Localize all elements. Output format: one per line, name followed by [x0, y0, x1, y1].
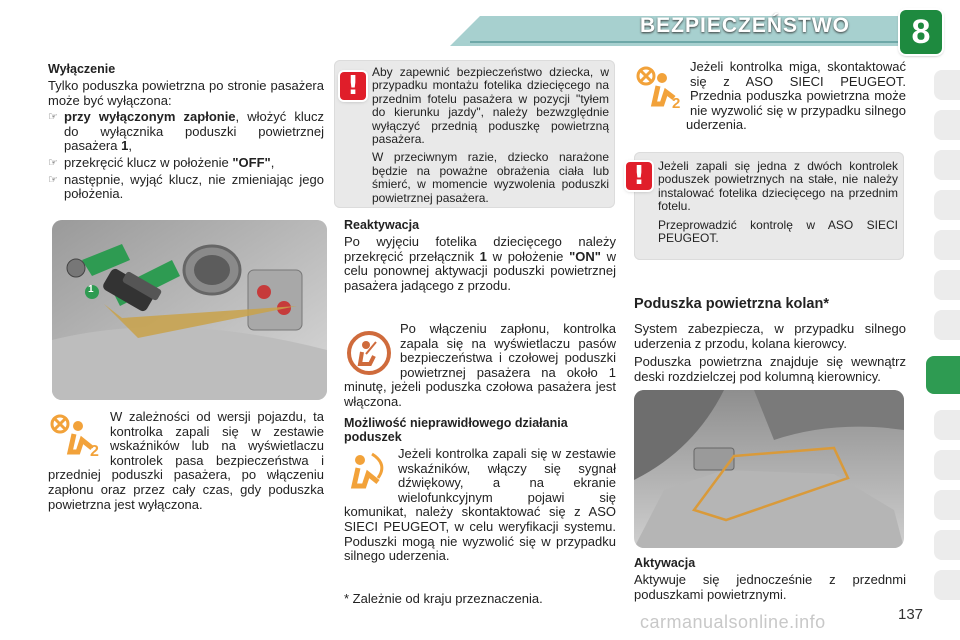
- airbag-off-icon: [634, 64, 684, 110]
- airbag-warning-box: [634, 152, 904, 260]
- activation-section: [634, 556, 906, 602]
- knee-airbag-heading: Poduszka powietrzna kolan*: [634, 296, 829, 312]
- ignition-block: [344, 322, 616, 410]
- warning-text: Jeżeli zapali się jedna z dwóch kontrolek poduszek powietrznych na stałe, nie należy instalować fotelika dziecięcego na przednim fotelu.: [658, 159, 898, 214]
- knee-airbag-illustration: [634, 390, 904, 548]
- list-item-text: przekręcić klucz w położenie: [64, 154, 233, 170]
- list-item: [48, 173, 324, 202]
- indicator-text: W zależności od wersji pojazdu, ta kontrolka zapali się w zestawie wskaźników lub na wyświetlaczu kontrolek pasa bezpieczeństwa i przedniej poduszki pasażera, po włączeniu zapłonu oraz przez cały czas, gdy poduszka powietrzna jest wyłączona.: [48, 409, 324, 512]
- malfunction-block: [344, 416, 616, 564]
- warning-icon: !: [626, 162, 652, 190]
- deactivation-heading: Wyłączenie: [48, 62, 116, 76]
- side-tab: [934, 530, 960, 560]
- ignition-text: Po włączeniu zapłonu, kontrolka zapala się na wyświetlaczu pasów bezpieczeństwa i czołowej poduszki powietrznej pasażera na około 1 minutę, jeżeli poduszka czołowa pasażera jest włączona.: [344, 321, 616, 409]
- list-item-text: następnie, wyjąć klucz, nie zmieniając jego położenia.: [64, 171, 324, 202]
- blink-text: Jeżeli kontrolka miga, skontaktować się z ASO SIECI PEUGEOT. Przednia poduszka powietrzna może nie wyzwolić się w przypadku silnego uderzenia.: [686, 59, 906, 133]
- child-seat-warning-box: [334, 60, 615, 208]
- side-tab: [934, 230, 960, 260]
- side-tab: [934, 410, 960, 440]
- page-title: BEZPIECZEŃSTWO: [640, 14, 851, 37]
- airbag-icon: [344, 328, 394, 378]
- list-item: [48, 156, 324, 171]
- deactivation-intro: Tylko poduszka powietrzna po stronie pasażera może być wyłączona:: [48, 78, 324, 108]
- side-tab: [934, 110, 960, 140]
- airbag-switch-drawing: [52, 220, 327, 400]
- airbag-switch-illustration: [52, 220, 327, 400]
- footnote: * Zależnie od kraju przeznaczenia.: [344, 591, 543, 606]
- knee-airbag-text: System zabezpiecza, w przypadku silnego uderzenia z przodu, kolana kierowcy.: [634, 321, 906, 351]
- svg-text:2: 2: [672, 95, 681, 110]
- activation-heading: Aktywacja: [634, 556, 696, 570]
- malfunction-heading: Możliwość nieprawidłowego działania poduszek: [344, 416, 568, 444]
- side-tab: [934, 570, 960, 600]
- chapter-number: 8: [911, 13, 931, 51]
- knee-airbag-section: [634, 296, 906, 384]
- side-tab: [934, 70, 960, 100]
- page-number: 137: [898, 606, 924, 623]
- hand-pointer-icon: ☞: [48, 111, 58, 124]
- warning-text: W przeciwnym razie, dziecko narażone będzie na poważne obrażenia ciała lub śmierć, w momencie wyzwolenia poduszki powietrznej pasażera.: [372, 150, 609, 205]
- knee-airbag-text: Poduszka powietrzna znajduje się wewnątrz deski rozdzielczej pod kolumną kierownicy.: [634, 354, 906, 384]
- side-tab: [934, 190, 960, 220]
- watermark: carmanualsonline.info: [640, 612, 826, 632]
- airbag-fault-icon: [344, 450, 392, 492]
- warning-icon: !: [340, 72, 366, 100]
- side-tab-active: [926, 356, 960, 394]
- blink-block: [634, 60, 906, 133]
- list-item-bold: 1: [121, 138, 129, 154]
- list-item-text: ,: [128, 138, 132, 154]
- side-tab: [934, 310, 960, 340]
- side-tab: [934, 450, 960, 480]
- knee-airbag-drawing: [634, 390, 904, 548]
- warning-text: Przeprowadzić kontrolę w ASO SIECI PEUGEOT.: [658, 217, 898, 246]
- svg-text:2: 2: [90, 443, 99, 458]
- activation-text: Aktywuje się jednocześnie z przednmi poduszkami powietrznymi.: [634, 572, 906, 602]
- list-item: [48, 110, 324, 154]
- list-item-bold: "OFF": [232, 154, 271, 170]
- side-tab: [934, 150, 960, 180]
- list-item-bold: przy wyłączonym zapłonie: [64, 109, 236, 125]
- side-tab: [934, 490, 960, 520]
- hand-pointer-icon: ☞: [48, 173, 58, 186]
- chapter-badge: [900, 10, 942, 54]
- malfunction-text: Jeżeli kontrolka zapali się w zestawie wskaźników, włączy się sygnał dźwiękowy, a na ekranie wielofunkcyjnym pojawi się komunikat, należy skontaktować się z ASO SIECI PEUGEOT, w celu weryfikacji systemu. Poduszki mogą nie wyzwolić się w przypadku silnego uderzenia.: [344, 446, 616, 564]
- indicator-block: [48, 410, 324, 512]
- callout-number: 1: [88, 284, 94, 295]
- list-item-text: ,: [270, 154, 275, 170]
- reactivation-heading: Reaktywacja: [344, 218, 420, 232]
- reactivation-text: Po wyjęciu fotelika dziecięcego należy przekręcić przełącznik 1 w położenie "ON" w celu ponownej aktywacji poduszki powietrznej pasażera jadącego z przodu.: [344, 234, 616, 293]
- column-1: [48, 62, 324, 202]
- list-item-text: , włożyć klucz do wyłącznika poduszki powietrznej pasażera: [64, 109, 324, 154]
- column-2: [344, 218, 616, 293]
- warning-text: Aby zapewnić bezpieczeństwo dziecka, w przypadku montażu fotelika dziecięcego na przednim fotelu pasażera w pozycji "tyłem do kierunku jazdy", należy bezwzględnie wyłączyć przednią poduszkę powietrzną pasażera.: [372, 65, 609, 147]
- side-tab: [934, 270, 960, 300]
- hand-pointer-icon: ☞: [48, 156, 58, 169]
- airbag-off-icon: [48, 412, 104, 458]
